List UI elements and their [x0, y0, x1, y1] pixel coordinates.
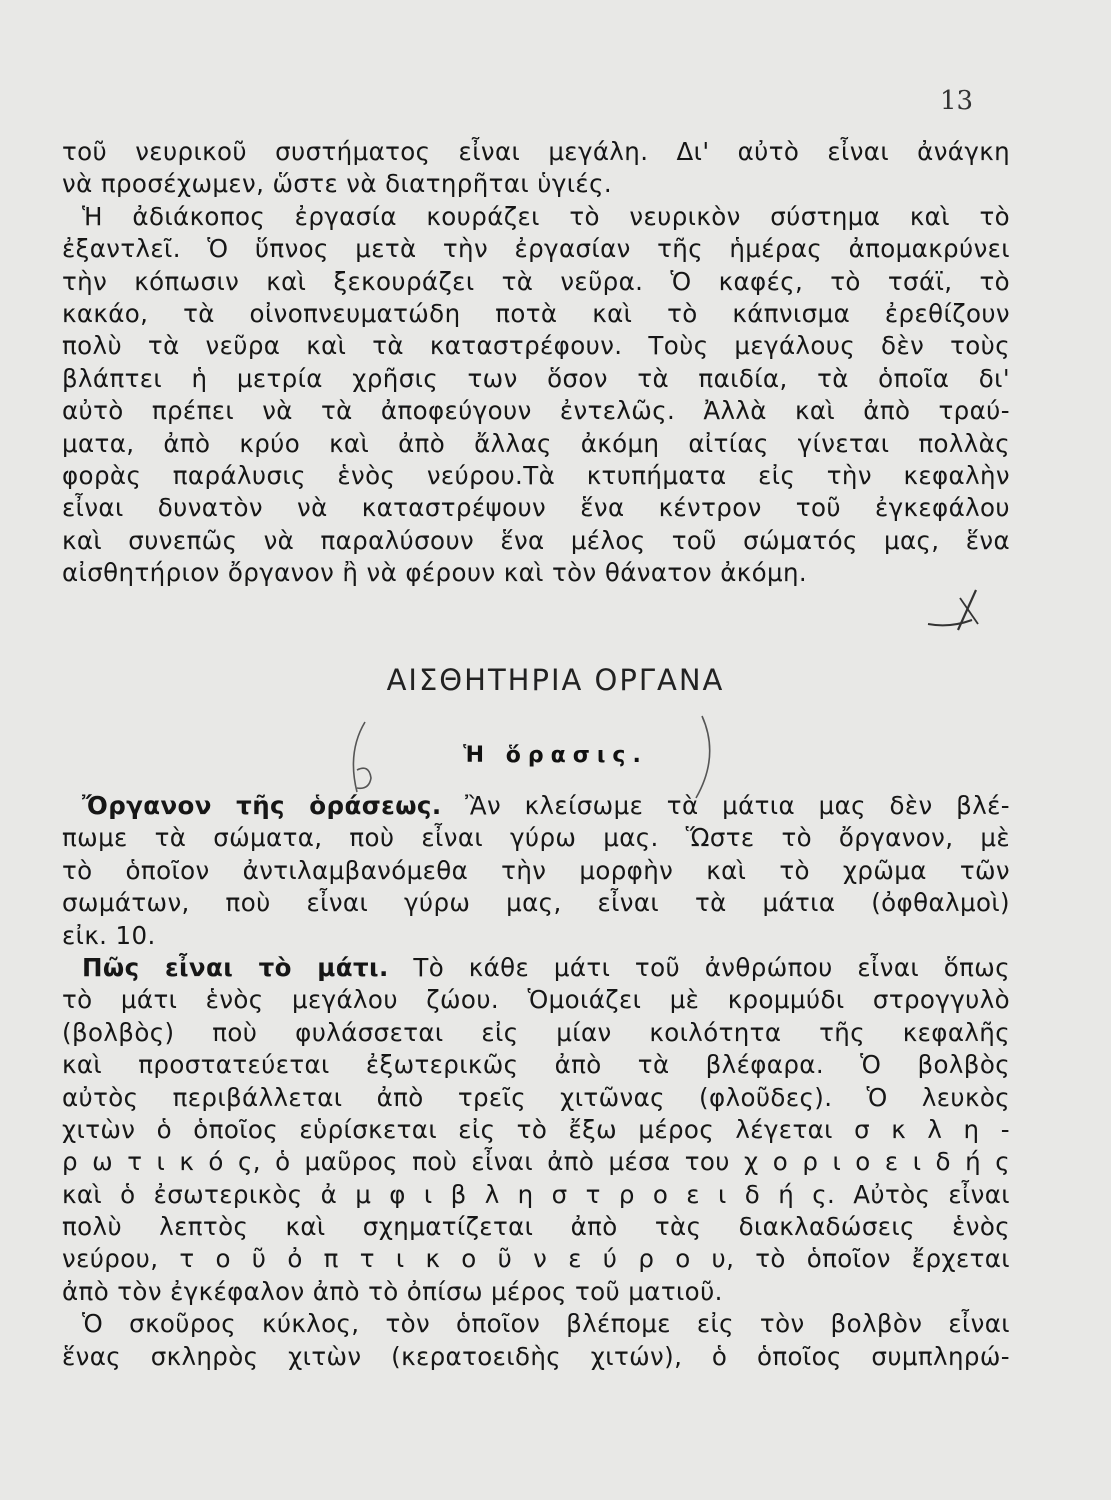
text-line: τὸ μάτι ἑνὸς μεγάλου ζώου. Ὁμοιάζει μὲ κρομμύδι στρογγυλὸ: [62, 985, 1010, 1015]
text-line: καὶ συνεπῶς νὰ παραλύσουν ἕνα μέλος τοῦ σώματός μας, ἕνα: [62, 525, 1010, 555]
text-line: καὶ ὁ ἐσωτερικὸς ἀ μ φ ι β λ η σ τ ρ ο ε ι δ ή ς. Αὐτὸς εἶναι: [62, 1179, 1010, 1209]
text-line: ἀπὸ τὸν ἐγκέφαλον ἀπὸ τὸ ὀπίσω μέρος τοῦ ματιοῦ.: [62, 1276, 723, 1306]
text-line: καὶ προστατεύεται ἐξωτερικῶς ἀπὸ τὰ βλέφαρα. Ὁ βολβὸς: [62, 1050, 1010, 1080]
text-line: πολὺ λεπτὸς καὶ σχηματίζεται ἀπὸ τὰς διακλαδώσεις ἑνὸς: [62, 1212, 1010, 1242]
text-line: [62, 790, 1010, 822]
section-title: ΑΙΣΘΗΤΗΡΙΑ ΟΡΓΑΝΑ: [386, 663, 725, 697]
text-line: νεύρου, τ ο ῦ ὀ π τ ι κ ο ῦ ν ε ύ ρ ο υ, τὸ ὁποῖον ἔρχεται: [62, 1244, 1010, 1274]
text-line: αἰσθητήριον ὄργανον ἢ νὰ φέρουν καὶ τὸν θάνατον ἀκόμη.: [62, 558, 808, 588]
bottom-text-block: [62, 790, 1010, 1373]
line-rest: Ἂν κλείσωμε τὰ μάτια μας δὲν βλέ-: [465, 791, 1010, 820]
text-line: πολὺ τὰ νεῦρα καὶ τὰ καταστρέφουν. Τοὺς μεγάλους δὲν τοὺς: [62, 331, 1010, 361]
text-line: τὴν κόπωσιν καὶ ξεκουράζει τὰ νεῦρα. Ὁ καφές, τὸ τσάϊ, τὸ: [62, 266, 1010, 296]
text-line: βλάπτει ἡ μετρία χρῆσις των ὅσον τὰ παιδία, τὰ ὁποῖα δι': [62, 363, 1010, 393]
paragraph-lead: Ὄργανον τῆς ὁράσεως.: [82, 791, 442, 820]
text-line: Ἡ ἀδιάκοπος ἐργασία κουράζει τὸ νευρικὸν σύστημα καὶ τὸ: [82, 201, 1010, 231]
text-line: τοῦ νευρικοῦ συστήματος εἶναι μεγάλη. Δι' αὐτὸ εἶναι ἀνάγκη: [62, 137, 1010, 166]
text-line: εἶναι δυνατὸν νὰ καταστρέψουν ἕνα κέντρον τοῦ ἐγκεφάλου: [62, 493, 1010, 523]
text-line: εἰκ. 10.: [62, 920, 156, 950]
text-line: ἐξαντλεῖ. Ὁ ὕπνος μετὰ τὴν ἐργασίαν τῆς ἡμέρας ἀπομακρύνει: [62, 234, 1010, 264]
text-line: (βολβὸς) ποὺ φυλάσσεται εἰς μίαν κοιλότητα τῆς κεφαλῆς: [62, 1017, 1010, 1047]
text-line: τὸ ὁποῖον ἀντιλαμβανόμεθα τὴν μορφὴν καὶ τὸ χρῶμα τῶν: [62, 855, 1010, 885]
text-line: φορὰς παράλυσις ἑνὸς νεύρου.Τὰ κτυπήματα εἰς τὴν κεφαλὴν: [62, 460, 1010, 490]
text-line: σωμάτων, ποὺ εἶναι γύρω μας, εἶναι τὰ μάτια (ὀφθαλμοὶ): [62, 888, 1010, 918]
paragraph-lead: Πῶς εἶναι τὸ μάτι.: [82, 952, 389, 982]
text-line: αὐτὸς περιβάλλεται ἀπὸ τρεῖς χιτῶνας (φλοῦδες). Ὁ λευκὸς: [62, 1082, 1010, 1112]
top-text-block: [62, 136, 1010, 589]
text-line: πωμε τὰ σώματα, ποὺ εἶναι γύρω μας. Ὥστε τὸ ὄργανον, μὲ: [62, 823, 1010, 853]
text-line: νὰ προσέχωμεν, ὥστε νὰ διατηρῆται ὑγιές.: [62, 169, 613, 199]
line-rest: Τὸ κάθε μάτι τοῦ ἀνθρώπου εἶναι ὅπως: [413, 952, 1010, 982]
text-line: κακάο, τὰ οἰνοπνευματώδη ποτὰ καὶ τὸ κάπνισμα ἐρεθίζουν: [62, 298, 1010, 328]
text-line: [62, 952, 1010, 984]
text-line: ρ ω τ ι κ ό ς, ὁ μαῦρος ποὺ εἶναι ἀπὸ μέσα του χ ο ρ ι ο ε ι δ ή ς: [62, 1147, 1010, 1177]
text-line: ἕνας σκληρὸς χιτὼν (κερατοειδὴς χιτών), ὁ ὁποῖος συμπληρώ-: [62, 1341, 1010, 1371]
subsection-title: Ἡ ὅρασις.: [463, 743, 648, 768]
text-line: αὐτὸ πρέπει νὰ τὰ ἀποφεύγουν ἐντελῶς. Ἀλλὰ καὶ ἀπὸ τραύ-: [62, 396, 1010, 426]
text-line: χιτὼν ὁ ὁποῖος εὑρίσκεται εἰς τὸ ἔξω μέρος λέγεται σ κ λ η -: [62, 1114, 1010, 1144]
page-number: 13: [940, 86, 974, 116]
text-line: Ὁ σκοῦρος κύκλος, τὸν ὁποῖον βλέπομε εἰς τὸν βολβὸν εἶναι: [82, 1309, 1010, 1339]
text-line: ματα, ἀπὸ κρύο καὶ ἀπὸ ἄλλας ἀκόμη αἰτίας γίνεται πολλὰς: [62, 428, 1010, 458]
